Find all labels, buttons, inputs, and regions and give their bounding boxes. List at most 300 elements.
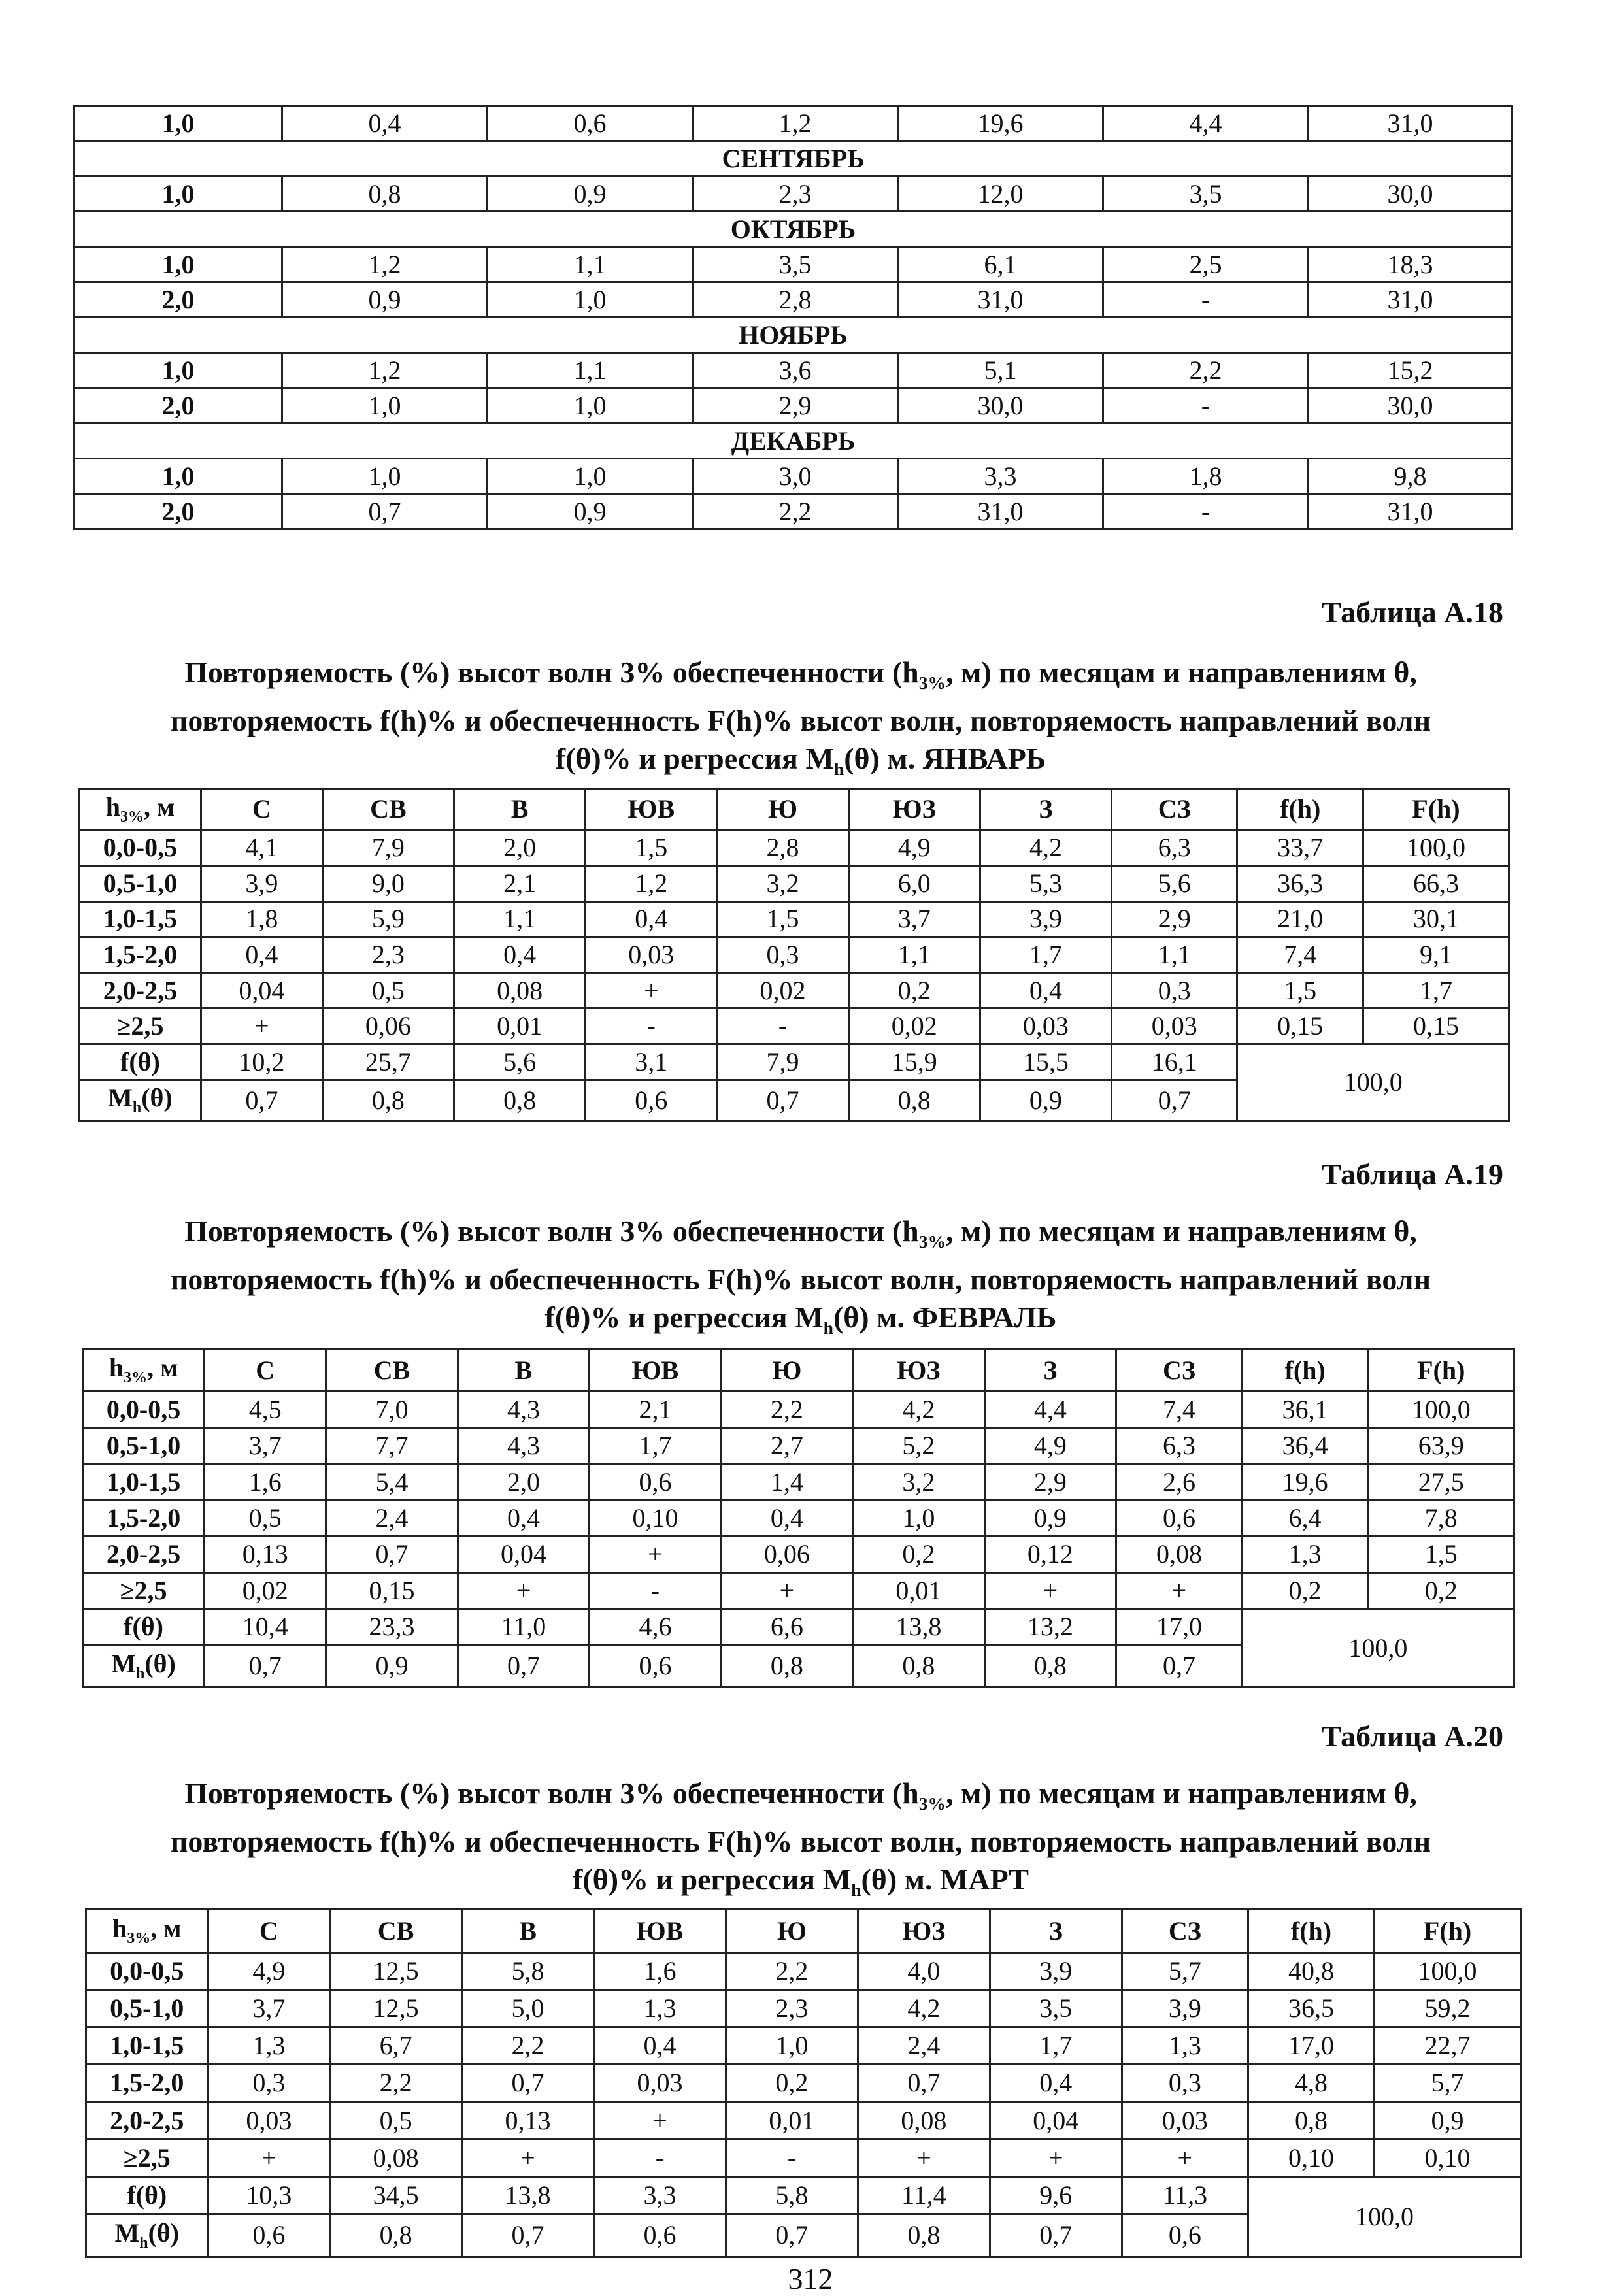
table-cell: 27,5 bbox=[1368, 1464, 1514, 1500]
table-cell: 31,0 bbox=[1309, 282, 1512, 318]
table-cell: 0,10 bbox=[1248, 2139, 1374, 2176]
table-cell: f(θ) bbox=[83, 1609, 205, 1645]
total-cell: 100,0 bbox=[1242, 1609, 1514, 1688]
table-cell: 0,0-0,5 bbox=[80, 830, 201, 866]
column-header: СВ bbox=[330, 1910, 462, 1953]
table-row bbox=[86, 2065, 1521, 2102]
table-cell: 0,08 bbox=[858, 2102, 990, 2139]
table-title bbox=[98, 1774, 1503, 1909]
wave-table-march bbox=[85, 1908, 1522, 2258]
table-cell: 0,8 bbox=[1248, 2102, 1374, 2139]
table-cell: 6,4 bbox=[1242, 1500, 1368, 1536]
table-cell: 0,08 bbox=[1116, 1537, 1243, 1572]
title-line: повторяемость f(h)% и обеспеченность F(h)% высот волн, повторяемость направлений волн bbox=[170, 1825, 1431, 1859]
table-cell: 2,2 bbox=[330, 2065, 462, 2102]
table-cell: 1,0 bbox=[75, 459, 282, 494]
column-header: $h_{3\%}$, м bbox=[86, 1910, 209, 1953]
table-cell: 1,0 bbox=[75, 353, 282, 388]
title-line: f(θ)% и регрессия $M_h(\theta)$ м. ЯНВАРЬ bbox=[555, 742, 1046, 780]
table-cell: 1,5 bbox=[1237, 973, 1363, 1008]
table-cell: 30,0 bbox=[1309, 388, 1512, 424]
table-cell: 3,0 bbox=[693, 459, 898, 494]
table-cell: 3,3 bbox=[594, 2176, 726, 2214]
table-cell: 2,9 bbox=[693, 388, 898, 424]
table-cell: 1,0-1,5 bbox=[83, 1464, 205, 1500]
table-cell: 0,03 bbox=[586, 937, 717, 973]
table-cell: 0,13 bbox=[462, 2102, 594, 2139]
table-cell: 0,03 bbox=[980, 1008, 1111, 1044]
table-cell: 2,8 bbox=[693, 282, 898, 318]
f-theta-row bbox=[80, 1044, 1509, 1080]
table-cell: 0,5-1,0 bbox=[80, 866, 201, 902]
column-header: З bbox=[984, 1350, 1116, 1391]
table-cell: 1,1 bbox=[848, 937, 980, 973]
table-cell: 0,7 bbox=[858, 2065, 990, 2102]
table-title bbox=[98, 654, 1503, 788]
table-cell: 5,8 bbox=[462, 1953, 594, 1990]
column-header: f(h) bbox=[1242, 1350, 1368, 1391]
table-cell: 0,2 bbox=[1368, 1572, 1514, 1608]
table-cell: 1,8 bbox=[201, 901, 322, 937]
table-cell: 4,4 bbox=[1103, 106, 1309, 141]
table-cell: 0,6 bbox=[594, 2214, 726, 2257]
table-cell: 36,1 bbox=[1242, 1391, 1368, 1427]
table-cell: 2,2 bbox=[726, 1953, 858, 1990]
table-cell: 0,03 bbox=[594, 2065, 726, 2102]
table-cell: 7,7 bbox=[326, 1427, 458, 1463]
table-cell: 31,0 bbox=[1309, 494, 1512, 529]
table-cell: 5,9 bbox=[322, 901, 454, 937]
table-cell: + bbox=[1116, 1572, 1243, 1608]
table-cell: 3,5 bbox=[990, 1990, 1122, 2027]
column-header: ЮЗ bbox=[853, 1350, 984, 1391]
title-line: Повторяемость (%) высот волн 3% обеспеченности ($h_{3\%}$, м) по месяцам и направлениям θ, bbox=[184, 656, 1417, 693]
table-cell: 3,9 bbox=[201, 866, 322, 902]
table-cell: 5,6 bbox=[454, 1044, 585, 1080]
table-cell: + bbox=[984, 1572, 1116, 1608]
table-cell: $M_h(\theta)$ bbox=[83, 1645, 205, 1687]
table-cell: 0,9 bbox=[282, 282, 488, 318]
table-cell: 1,0 bbox=[282, 388, 488, 424]
table-cell: 40,8 bbox=[1248, 1953, 1374, 1990]
table-cell: 4,2 bbox=[853, 1391, 984, 1427]
header-row bbox=[86, 1910, 1521, 1953]
table-cell: 0,15 bbox=[1363, 1008, 1509, 1044]
table-row bbox=[75, 459, 1512, 494]
table-row bbox=[80, 937, 1509, 973]
table-cell: + bbox=[208, 2139, 330, 2176]
table-cell: 3,5 bbox=[1103, 176, 1309, 212]
column-header: f(h) bbox=[1248, 1910, 1374, 1953]
table-row bbox=[86, 1953, 1521, 1990]
table-cell: + bbox=[458, 1572, 589, 1608]
column-header: ЮЗ bbox=[848, 789, 980, 830]
prev-month-table bbox=[73, 105, 1513, 530]
table-cell: 1,0 bbox=[488, 282, 693, 318]
table-cell: 31,0 bbox=[898, 282, 1103, 318]
table-number: Таблица А.20 bbox=[1321, 1720, 1503, 1753]
table-cell: 1,3 bbox=[1122, 2027, 1248, 2065]
table-cell: 34,5 bbox=[330, 2176, 462, 2214]
table-cell: 1,0 bbox=[488, 459, 693, 494]
table-cell: 4,6 bbox=[590, 1609, 721, 1645]
table-cell: 0,2 bbox=[1242, 1572, 1368, 1608]
table-cell: 5,7 bbox=[1375, 2065, 1521, 2102]
table-cell: 22,7 bbox=[1375, 2027, 1521, 2065]
table-cell: 21,0 bbox=[1237, 901, 1363, 937]
table-cell: 4,3 bbox=[458, 1427, 589, 1463]
table-cell: 1,5-2,0 bbox=[86, 2065, 209, 2102]
table-cell: 3,9 bbox=[990, 1953, 1122, 1990]
table-cell: 0,5-1,0 bbox=[86, 1990, 209, 2027]
table-row bbox=[75, 176, 1512, 212]
table-cell: 0,12 bbox=[984, 1537, 1116, 1572]
table-cell: 11,4 bbox=[858, 2176, 990, 2214]
table-cell: 1,1 bbox=[1112, 937, 1237, 973]
table-cell: 1,5-2,0 bbox=[80, 937, 201, 973]
column-header: ЮВ bbox=[594, 1910, 726, 1953]
table-cell: 0,9 bbox=[488, 494, 693, 529]
table-cell: - bbox=[1103, 388, 1309, 424]
table-cell: f(θ) bbox=[86, 2176, 209, 2214]
table-cell: 0,4 bbox=[458, 1500, 589, 1536]
table-cell: 5,1 bbox=[898, 353, 1103, 388]
table-cell: 1,0-1,5 bbox=[86, 2027, 209, 2065]
table-cell: 0,9 bbox=[980, 1080, 1111, 1122]
table-cell: 1,7 bbox=[990, 2027, 1122, 2065]
table-cell: 4,2 bbox=[980, 830, 1111, 866]
table-cell: 17,0 bbox=[1116, 1609, 1243, 1645]
table-cell: 2,4 bbox=[858, 2027, 990, 2065]
table-cell: 1,2 bbox=[586, 866, 717, 902]
table-cell: 36,4 bbox=[1242, 1427, 1368, 1463]
table-cell: 2,0-2,5 bbox=[83, 1537, 205, 1572]
table-row bbox=[75, 388, 1512, 424]
table-cell: 10,2 bbox=[201, 1044, 322, 1080]
table-cell: 0,04 bbox=[201, 973, 322, 1008]
table-cell: 0,3 bbox=[1112, 973, 1237, 1008]
table-cell: $M_h(\theta)$ bbox=[80, 1080, 201, 1122]
table-cell: 2,9 bbox=[1112, 901, 1237, 937]
table-cell: 6,0 bbox=[848, 866, 980, 902]
table-cell: 1,5 bbox=[586, 830, 717, 866]
table-cell: 2,6 bbox=[1116, 1464, 1243, 1500]
table-cell: 4,9 bbox=[848, 830, 980, 866]
table-cell: 0,3 bbox=[1122, 2065, 1248, 2102]
table-cell: 3,3 bbox=[898, 459, 1103, 494]
table-cell: 0,7 bbox=[1116, 1645, 1243, 1687]
table-cell: 17,0 bbox=[1248, 2027, 1374, 2065]
table-row bbox=[83, 1500, 1514, 1536]
table-cell: 7,9 bbox=[717, 1044, 848, 1080]
table-cell: 1,1 bbox=[488, 247, 693, 282]
table-title bbox=[98, 1212, 1503, 1347]
title-line: f(θ)% и регрессия $M_h(\theta)$ м. МАРТ bbox=[573, 1863, 1029, 1901]
column-header: ЮЗ bbox=[858, 1910, 990, 1953]
table-cell: 7,0 bbox=[326, 1391, 458, 1427]
table-cell: 6,7 bbox=[330, 2027, 462, 2065]
table-cell: 0,06 bbox=[721, 1537, 852, 1572]
table-cell: 1,3 bbox=[208, 2027, 330, 2065]
table-cell: 0,2 bbox=[848, 973, 980, 1008]
table-cell: 0,9 bbox=[1375, 2102, 1521, 2139]
table-cell: 0,6 bbox=[208, 2214, 330, 2257]
table-cell: $M_h(\theta)$ bbox=[86, 2214, 209, 2257]
table-cell: 12,0 bbox=[898, 176, 1103, 212]
table-cell: 0,4 bbox=[721, 1500, 852, 1536]
table-cell: 2,0 bbox=[75, 388, 282, 424]
table-cell: 0,9 bbox=[488, 176, 693, 212]
table-cell: 0,4 bbox=[586, 901, 717, 937]
table-cell: 1,2 bbox=[282, 247, 488, 282]
table-cell: 13,2 bbox=[984, 1609, 1116, 1645]
table-cell: 15,5 bbox=[980, 1044, 1111, 1080]
table-row bbox=[86, 2102, 1521, 2139]
table-cell: 10,4 bbox=[205, 1609, 326, 1645]
column-header: F(h) bbox=[1375, 1910, 1521, 1953]
table-cell: 66,3 bbox=[1363, 866, 1509, 902]
table-cell: 0,04 bbox=[458, 1537, 589, 1572]
table-cell: 0,4 bbox=[454, 937, 585, 973]
table-cell: 31,0 bbox=[1309, 106, 1512, 141]
table-cell: 7,9 bbox=[322, 830, 454, 866]
table-cell: 0,4 bbox=[282, 106, 488, 141]
table-cell: f(θ) bbox=[80, 1044, 201, 1080]
table-cell: 0,6 bbox=[1116, 1500, 1243, 1536]
table-cell: 2,4 bbox=[326, 1500, 458, 1536]
table-cell: - bbox=[590, 1572, 721, 1608]
table-cell: 0,8 bbox=[282, 176, 488, 212]
table-cell: ≥2,5 bbox=[83, 1572, 205, 1608]
table-cell: 0,4 bbox=[594, 2027, 726, 2065]
column-header: С bbox=[201, 789, 322, 830]
table-row bbox=[80, 973, 1509, 1008]
table-cell: 19,6 bbox=[1242, 1464, 1368, 1500]
table-cell: 2,3 bbox=[726, 1990, 858, 2027]
table-cell: 1,0-1,5 bbox=[80, 901, 201, 937]
table-cell: 6,6 bbox=[721, 1609, 852, 1645]
table-cell: 4,1 bbox=[201, 830, 322, 866]
column-header: СЗ bbox=[1116, 1350, 1243, 1391]
table-cell: 1,5 bbox=[1368, 1537, 1514, 1572]
table-cell: 1,0 bbox=[75, 106, 282, 141]
table-cell: 2,2 bbox=[1103, 353, 1309, 388]
table-cell: 3,7 bbox=[208, 1990, 330, 2027]
column-header: СВ bbox=[322, 789, 454, 830]
table-cell: 5,0 bbox=[462, 1990, 594, 2027]
table-cell: 0,0-0,5 bbox=[83, 1391, 205, 1427]
table-cell: 2,7 bbox=[721, 1427, 852, 1463]
table-cell: 16,1 bbox=[1112, 1044, 1237, 1080]
table-cell: 0,04 bbox=[990, 2102, 1122, 2139]
table-cell: - bbox=[726, 2139, 858, 2176]
table-cell: 15,9 bbox=[848, 1044, 980, 1080]
header-row bbox=[83, 1350, 1514, 1391]
table-cell: 2,2 bbox=[721, 1391, 852, 1427]
table-cell: 15,2 bbox=[1309, 353, 1512, 388]
table-cell: 2,2 bbox=[693, 494, 898, 529]
table-cell: 4,8 bbox=[1248, 2065, 1374, 2102]
table-cell: 0,08 bbox=[330, 2139, 462, 2176]
column-header: С bbox=[205, 1350, 326, 1391]
table-cell: 31,0 bbox=[898, 494, 1103, 529]
column-header: З bbox=[990, 1910, 1122, 1953]
table-row bbox=[86, 1990, 1521, 2027]
table-cell: 6,3 bbox=[1116, 1427, 1243, 1463]
table-cell: 3,9 bbox=[980, 901, 1111, 937]
table-cell: 11,3 bbox=[1122, 2176, 1248, 2214]
table-cell: 0,13 bbox=[205, 1537, 326, 1572]
table-cell: + bbox=[1122, 2139, 1248, 2176]
table-cell: 5,3 bbox=[980, 866, 1111, 902]
table-row bbox=[86, 2139, 1521, 2176]
table-cell: 0,8 bbox=[984, 1645, 1116, 1687]
table-cell: 3,5 bbox=[693, 247, 898, 282]
column-header: F(h) bbox=[1368, 1350, 1514, 1391]
wave-table-january bbox=[78, 788, 1510, 1122]
table-row bbox=[75, 282, 1512, 318]
table-cell: 1,0 bbox=[75, 247, 282, 282]
table-cell: 0,6 bbox=[590, 1464, 721, 1500]
table-cell: 1,0 bbox=[726, 2027, 858, 2065]
table-cell: 0,5 bbox=[322, 973, 454, 1008]
table-cell: 100,0 bbox=[1368, 1391, 1514, 1427]
table-cell: 4,3 bbox=[458, 1391, 589, 1427]
table-cell: 2,3 bbox=[322, 937, 454, 973]
table-cell: 0,8 bbox=[853, 1645, 984, 1687]
table-cell: 1,7 bbox=[980, 937, 1111, 973]
column-header: Ю bbox=[717, 789, 848, 830]
table-cell: 1,8 bbox=[1103, 459, 1309, 494]
table-cell: 0,7 bbox=[726, 2214, 858, 2257]
table-cell: 1,3 bbox=[594, 1990, 726, 2027]
table-cell: 5,2 bbox=[853, 1427, 984, 1463]
table-cell: 11,0 bbox=[458, 1609, 589, 1645]
table-cell: 23,3 bbox=[326, 1609, 458, 1645]
table-cell: 0,7 bbox=[205, 1645, 326, 1687]
table-cell: 0,8 bbox=[330, 2214, 462, 2257]
table-cell: 7,4 bbox=[1116, 1391, 1243, 1427]
table-cell: 9,1 bbox=[1363, 937, 1509, 973]
table-cell: 13,8 bbox=[462, 2176, 594, 2214]
table-cell: 2,0 bbox=[458, 1464, 589, 1500]
column-header: F(h) bbox=[1363, 789, 1509, 830]
table-row bbox=[83, 1427, 1514, 1463]
table-cell: 0,5 bbox=[330, 2102, 462, 2139]
table-cell: 1,0 bbox=[488, 388, 693, 424]
table-cell: 4,5 bbox=[205, 1391, 326, 1427]
table-cell: 1,4 bbox=[721, 1464, 852, 1500]
table-cell: 0,02 bbox=[848, 1008, 980, 1044]
table-cell: 0,8 bbox=[848, 1080, 980, 1122]
table-cell: 7,8 bbox=[1368, 1500, 1514, 1536]
column-header: ЮВ bbox=[590, 1350, 721, 1391]
column-header: СЗ bbox=[1112, 789, 1237, 830]
wave-table-february bbox=[82, 1348, 1515, 1688]
title-line: повторяемость f(h)% и обеспеченность F(h)% высот волн, повторяемость направлений волн bbox=[170, 1263, 1431, 1297]
table-cell: + bbox=[721, 1572, 852, 1608]
table-cell: 0,8 bbox=[322, 1080, 454, 1122]
table-cell: 33,7 bbox=[1237, 830, 1363, 866]
column-header: Ю bbox=[726, 1910, 858, 1953]
table-cell: 2,5 bbox=[1103, 247, 1309, 282]
table-cell: 3,9 bbox=[1122, 1990, 1248, 2027]
month-row bbox=[75, 318, 1512, 353]
column-header: СЗ bbox=[1122, 1910, 1248, 1953]
table-cell: 1,0 bbox=[853, 1500, 984, 1536]
table-cell: - bbox=[1103, 282, 1309, 318]
table-cell: + bbox=[990, 2139, 1122, 2176]
table-cell: 1,5 bbox=[717, 901, 848, 937]
table-cell: 4,2 bbox=[858, 1990, 990, 2027]
table-cell: 2,0 bbox=[454, 830, 585, 866]
table-cell: - bbox=[1103, 494, 1309, 529]
table-cell: 0,7 bbox=[462, 2214, 594, 2257]
title-line: Повторяемость (%) высот волн 3% обеспеченности ($h_{3\%}$, м) по месяцам и направлениям θ, bbox=[184, 1214, 1417, 1252]
table-cell: 1,1 bbox=[454, 901, 585, 937]
table-cell: 0,8 bbox=[721, 1645, 852, 1687]
f-theta-row bbox=[86, 2176, 1521, 2214]
table-cell: 0,5 bbox=[205, 1500, 326, 1536]
table-cell: 36,5 bbox=[1248, 1990, 1374, 2027]
table-cell: 1,3 bbox=[1242, 1537, 1368, 1572]
table-row bbox=[86, 2027, 1521, 2065]
table-cell: 63,9 bbox=[1368, 1427, 1514, 1463]
table-cell: 0,01 bbox=[853, 1572, 984, 1608]
column-header: В bbox=[458, 1350, 589, 1391]
table-row bbox=[75, 106, 1512, 141]
table-cell: 1,1 bbox=[488, 353, 693, 388]
table-cell: 0,2 bbox=[853, 1537, 984, 1572]
column-header: В bbox=[462, 1910, 594, 1953]
month-label: СЕНТЯБРЬ bbox=[75, 141, 1512, 176]
page-number: 312 bbox=[788, 2262, 833, 2295]
table-cell: 0,7 bbox=[282, 494, 488, 529]
table-cell: 36,3 bbox=[1237, 866, 1363, 902]
table-cell: 0,6 bbox=[488, 106, 693, 141]
table-cell: 0,10 bbox=[1375, 2139, 1521, 2176]
table-cell: 0,3 bbox=[717, 937, 848, 973]
column-header: С bbox=[208, 1910, 330, 1953]
table-cell: 3,7 bbox=[848, 901, 980, 937]
table-cell: 1,6 bbox=[594, 1953, 726, 1990]
table-cell: 1,5-2,0 bbox=[83, 1500, 205, 1536]
column-header: З bbox=[980, 789, 1111, 830]
table-cell: + bbox=[858, 2139, 990, 2176]
table-cell: 0,3 bbox=[208, 2065, 330, 2102]
table-cell: 0,0-0,5 bbox=[86, 1953, 209, 1990]
column-header: f(h) bbox=[1237, 789, 1363, 830]
table-cell: 1,2 bbox=[282, 353, 488, 388]
table-cell: 3,2 bbox=[853, 1464, 984, 1500]
month-label: ОКТЯБРЬ bbox=[75, 212, 1512, 247]
f-theta-row bbox=[83, 1609, 1514, 1645]
table-cell: 9,8 bbox=[1309, 459, 1512, 494]
table-cell: 0,9 bbox=[984, 1500, 1116, 1536]
table-row bbox=[75, 247, 1512, 282]
table-cell: 13,8 bbox=[853, 1609, 984, 1645]
table-cell: 2,1 bbox=[590, 1391, 721, 1427]
table-cell: 1,7 bbox=[590, 1427, 721, 1463]
table-cell: 0,03 bbox=[1112, 1008, 1237, 1044]
month-row bbox=[75, 141, 1512, 176]
table-number: Таблица А.19 bbox=[1321, 1157, 1503, 1191]
table-cell: 0,4 bbox=[201, 937, 322, 973]
table-cell: 1,6 bbox=[205, 1464, 326, 1500]
table-row bbox=[75, 494, 1512, 529]
table-row bbox=[83, 1537, 1514, 1572]
table-cell: 0,7 bbox=[462, 2065, 594, 2102]
